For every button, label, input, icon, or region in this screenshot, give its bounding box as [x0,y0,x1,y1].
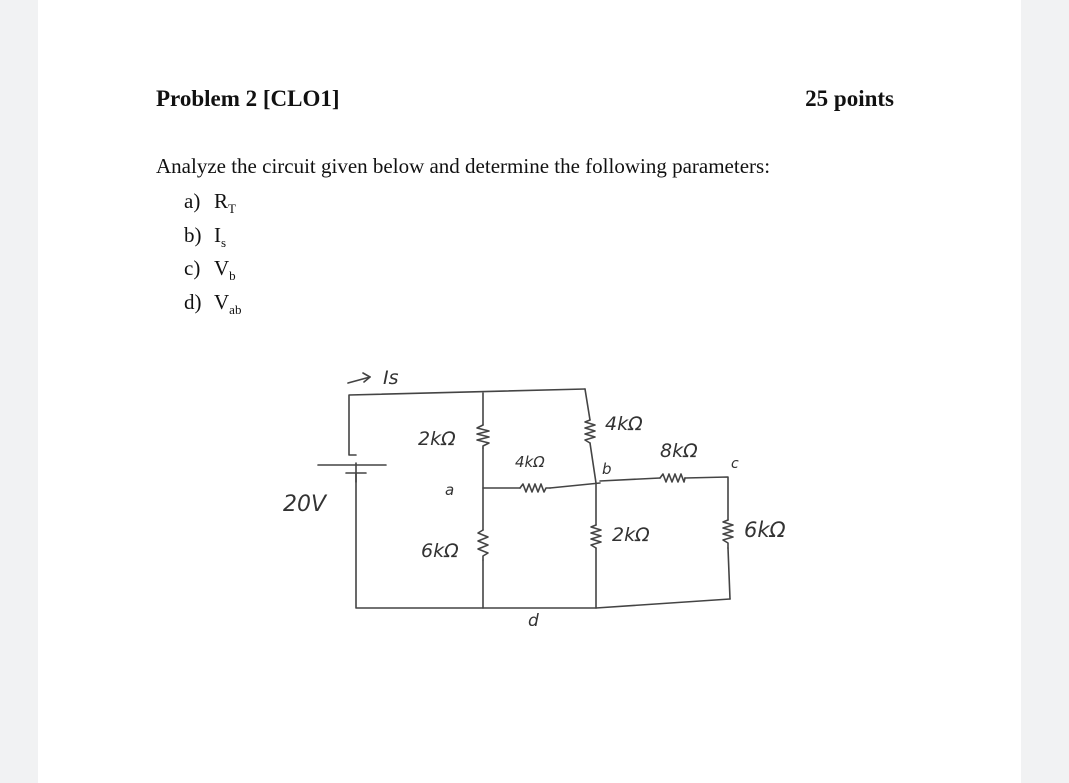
list-item: d) $V_{ab}$ [184,289,242,317]
resistor-6k-far-right-label: 6kΩ [744,518,786,542]
circuit-diagram [38,0,1021,783]
resistor-2k-right-label: 2kΩ [612,524,650,546]
resistor-4k-middle-label: 4kΩ [515,453,545,471]
resistor-2k-left [477,425,489,448]
problem-title: Problem 2 [CLO1] [156,86,340,111]
resistor-4k-right [585,420,595,443]
resistor-6k-left-label: 6kΩ [421,540,459,562]
node-d-label: d [528,611,539,631]
resistor-8k-label: 8kΩ [660,440,698,462]
resistor-2k-left-label: 2kΩ [418,428,456,450]
list-item: a) $R_T$ [184,189,236,216]
resistor-4k-middle [520,484,550,492]
problem-points: 25 points [805,86,894,111]
node-c-label: c [731,456,739,472]
problem-instructions: Analyze the circuit given below and determine the following parameters: [156,154,771,178]
list-item: c) $V_b$ [184,256,236,283]
wire-bottom-left [356,463,596,608]
current-label: Is [383,367,399,389]
document-page [38,0,1021,783]
node-b-label: b [602,460,612,478]
wire-top [349,389,585,455]
list-item: b) $I_s$ [184,222,227,250]
resistor-6k-far-right [723,520,733,548]
node-a-label: a [445,481,455,499]
resistor-4k-right-label: 4kΩ [605,413,643,435]
resistor-2k-right [591,525,601,548]
resistor-8k [660,474,685,482]
source-label: 20V [283,492,327,517]
resistor-6k-left [478,530,488,560]
